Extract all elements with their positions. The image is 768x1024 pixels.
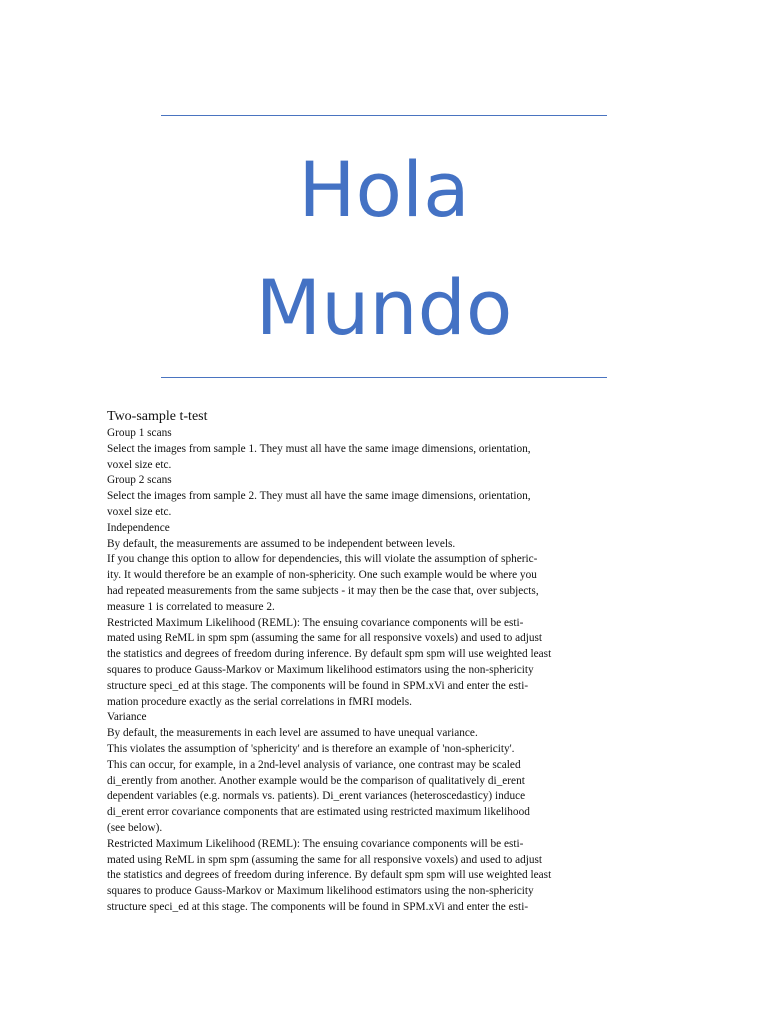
body-line: Select the images from sample 1. They must all have the same image dimensions, orientation, [107, 442, 531, 455]
body-line: Independence [107, 521, 170, 534]
body-line: If you change this option to allow for dependencies, this will violate the assumption of spheric- [107, 553, 538, 566]
body-line: Group 1 scans [107, 427, 172, 439]
body-line: mation procedure exactly as the serial correlations in fMRI models. [107, 695, 412, 708]
body-line: Group 2 scans [107, 474, 172, 487]
body-line: By default, the measurements are assumed to be independent between levels. [107, 537, 456, 550]
section-heading: Two-sample t-test [107, 409, 208, 424]
body-line: squares to produce Gauss-Markov or Maximum likelihood estimators using the non-sphericity [107, 885, 534, 898]
body-line: voxel size etc. [107, 505, 172, 518]
body-line: This can occur, for example, in a 2nd-level analysis of variance, one contrast may be scaled [107, 758, 521, 771]
bottom-rule [161, 377, 607, 378]
cover-title-line-2: Mundo [255, 263, 513, 352]
body-line: structure speci_ed at this stage. The components will be found in SPM.xVi and enter the esti- [107, 679, 529, 692]
body-line: di_erently from another. Another example would be the comparison of qualitatively di_erent [107, 774, 525, 787]
body-line: ity. It would therefore be an example of non-sphericity. One such example would be where you [107, 569, 537, 582]
body-line: structure speci_ed at this stage. The components will be found in SPM.xVi and enter the esti- [107, 900, 529, 913]
body-line: Restricted Maximum Likelihood (REML): The ensuing covariance components will be esti- [107, 837, 524, 850]
body-line: By default, the measurements in each level are assumed to have unequal variance. [107, 727, 478, 740]
body-text [107, 408, 587, 916]
body-line: di_erent error covariance components that are estimated using restricted maximum likelihood [107, 806, 530, 819]
body-line: mated using ReML in spm spm (assuming the same for all responsive voxels) and used to adjust [107, 853, 543, 866]
body-line: (see below). [107, 821, 163, 834]
top-rule [161, 115, 607, 116]
body-line: This violates the assumption of 'sphericity' and is therefore an example of 'non-sphericity'. [107, 742, 515, 755]
cover-title-line-1: Hola [298, 145, 470, 234]
body-lines [107, 426, 587, 916]
body-line: voxel size etc. [107, 458, 172, 471]
body-line: the statistics and degrees of freedom during inference. By default spm spm will use weighted least [107, 869, 552, 882]
body-line: the statistics and degrees of freedom during inference. By default spm spm will use weighted least [107, 648, 552, 661]
body-line: Restricted Maximum Likelihood (REML): The ensuing covariance components will be esti- [107, 616, 524, 629]
body-line: mated using ReML in spm spm (assuming the same for all responsive voxels) and used to adjust [107, 632, 543, 645]
body-line: Variance [107, 711, 147, 724]
body-line: measure 1 is correlated to measure 2. [107, 600, 275, 613]
body-line: squares to produce Gauss-Markov or Maximum likelihood estimators using the non-sphericity [107, 663, 534, 676]
body-line: had repeated measurements from the same subjects - it may then be the case that, over subjects, [107, 584, 539, 597]
body-line: Select the images from sample 2. They must all have the same image dimensions, orientation, [107, 490, 531, 503]
body-line: dependent variables (e.g. normals vs. patients). Di_erent variances (heteroscedasticy) induce [107, 790, 526, 803]
